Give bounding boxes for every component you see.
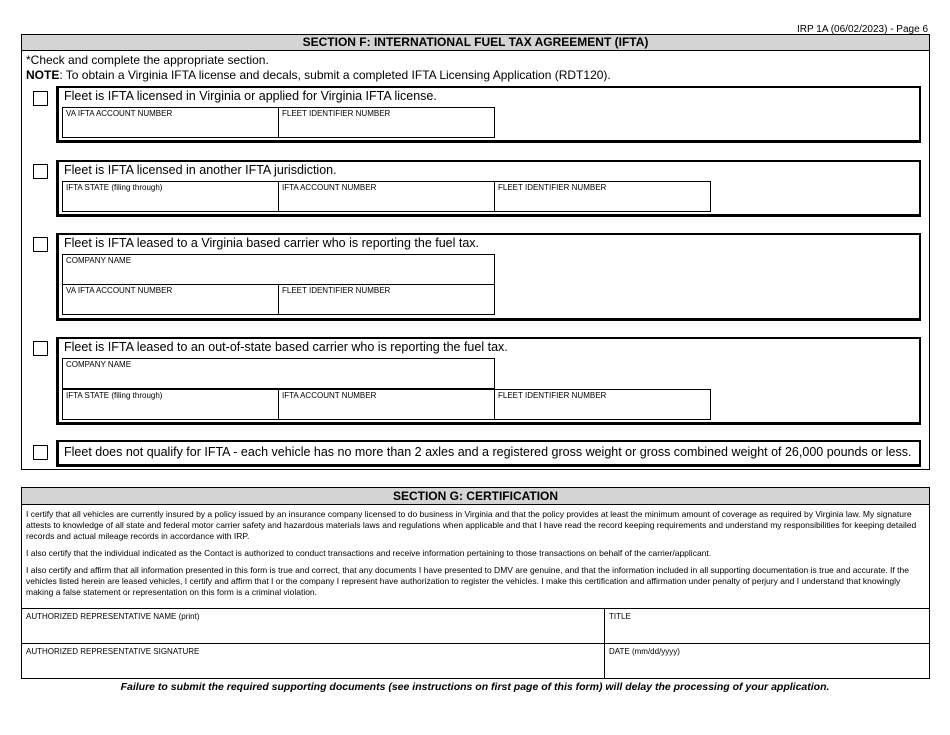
field-label: IFTA STATE (filing through) — [66, 391, 163, 400]
section-f-note — [26, 68, 611, 82]
field-label: VA IFTA ACCOUNT NUMBER — [66, 109, 173, 118]
field-label: COMPANY NAME — [66, 360, 132, 369]
fleet-identifier-number-field[interactable] — [278, 284, 495, 315]
ifta-account-number-field[interactable] — [278, 181, 495, 212]
ifta-state-field[interactable] — [62, 181, 279, 212]
field-label: AUTHORIZED REPRESENTATIVE SIGNATURE — [26, 647, 200, 656]
certification-paragraph: I also certify that the individual indicated as the Contact is authorized to conduct transactions and receive information pertaining to those transactions on behalf of the carrier/applicant. — [26, 548, 712, 558]
option-label: Fleet does not qualify for IFTA - each vehicle has no more than 2 axles and a registered gross weight or gross combined weight of 26,000 pounds or less. — [64, 445, 912, 459]
field-label: FLEET IDENTIFIER NUMBER — [498, 183, 607, 192]
field-label: COMPANY NAME — [66, 256, 132, 265]
field-label: DATE (mm/dd/yyyy) — [609, 647, 680, 656]
option-ifta-other-jurisdiction — [56, 160, 921, 217]
checkbox-ifta-not-qualified[interactable] — [33, 445, 48, 460]
signature-row-name — [22, 608, 929, 643]
authorized-signature-field[interactable] — [22, 644, 605, 678]
company-name-field[interactable] — [62, 358, 495, 389]
fleet-identifier-number-field[interactable] — [494, 389, 711, 420]
checkbox-ifta-leased-out-of-state[interactable] — [33, 341, 48, 356]
field-label: TITLE — [609, 612, 631, 621]
field-label: IFTA ACCOUNT NUMBER — [282, 391, 377, 400]
page-reference: IRP 1A (06/02/2023) - Page 6 — [796, 24, 928, 35]
option-ifta-not-qualified — [56, 440, 921, 467]
option-ifta-leased-out-of-state — [56, 337, 921, 425]
field-label: FLEET IDENTIFIER NUMBER — [282, 286, 391, 295]
company-name-field[interactable] — [62, 254, 495, 285]
field-label: VA IFTA ACCOUNT NUMBER — [66, 286, 173, 295]
section-f-title: SECTION F: INTERNATIONAL FUEL TAX AGREEMENT (IFTA) — [22, 35, 929, 51]
option-ifta-virginia — [56, 86, 921, 143]
va-ifta-account-number-field[interactable] — [62, 284, 279, 315]
section-f-instruction: *Check and complete the appropriate section. — [26, 53, 269, 67]
option-ifta-leased-virginia — [56, 233, 921, 321]
ifta-account-number-field[interactable] — [278, 389, 495, 420]
field-label: FLEET IDENTIFIER NUMBER — [498, 391, 607, 400]
option-label: Fleet is IFTA leased to a Virginia based carrier who is reporting the fuel tax. — [64, 236, 480, 250]
checkbox-ifta-other-jurisdiction[interactable] — [33, 164, 48, 179]
section-f — [21, 34, 930, 470]
certification-paragraph: I also certify and affirm that all information presented in this form is true and correct, that any documents I have presented to DMV are genuine, and that the information included in all supporting documentation is true and accurate. If the vehicles listed herein are leased vehicles, I certify and affirm that I or the company I represent have authorization to register the vehicles. I make this certification and affirmation under penalty of perjury and I understand that knowingly making a false statement or representation on this form is a criminal violation. — [26, 565, 909, 597]
note-label: NOTE — [26, 68, 60, 82]
section-g — [21, 487, 930, 679]
field-label: IFTA ACCOUNT NUMBER — [282, 183, 377, 192]
field-label: FLEET IDENTIFIER NUMBER — [282, 109, 391, 118]
certification-paragraph: I certify that all vehicles are currently insured by a policy issued by an insurance company licensed to do business in Virginia and that the policy provides at least the minimum amount of coverage as required by Virginia law. My signature attests to knowledge of all state and federal motor carrier safety and hazardous materials laws and regulations when applicable and that I have read the record keeping requirements and understand my responsibilities for keeping detailed records and actual mileage records in accordance with IRP. — [26, 509, 917, 541]
date-field[interactable] — [605, 644, 929, 678]
signature-row-signature — [22, 643, 929, 678]
fleet-identifier-number-field[interactable] — [278, 107, 495, 138]
fleet-identifier-number-field[interactable] — [494, 181, 711, 212]
checkbox-ifta-virginia[interactable] — [33, 91, 48, 106]
checkbox-ifta-leased-virginia[interactable] — [33, 237, 48, 252]
note-text: : To obtain a Virginia IFTA license and decals, submit a completed IFTA Licensing Application (RDT120). — [59, 68, 611, 82]
footer-notice: Failure to submit the required supporting documents (see instructions on first page of this form) will delay the processing of your application. — [120, 681, 830, 693]
title-field[interactable] — [605, 609, 929, 643]
option-label: Fleet is IFTA licensed in Virginia or applied for Virginia IFTA license. — [64, 89, 437, 103]
va-ifta-account-number-field[interactable] — [62, 107, 279, 138]
ifta-state-field[interactable] — [62, 389, 279, 420]
field-label: IFTA STATE (filing through) — [66, 183, 163, 192]
field-label: AUTHORIZED REPRESENTATIVE NAME (print) — [26, 612, 200, 621]
option-label: Fleet is IFTA licensed in another IFTA jurisdiction. — [64, 163, 337, 177]
section-g-title: SECTION G: CERTIFICATION — [22, 488, 929, 505]
authorized-name-field[interactable] — [22, 609, 605, 643]
option-label: Fleet is IFTA leased to an out-of-state based carrier who is reporting the fuel tax. — [64, 340, 508, 354]
